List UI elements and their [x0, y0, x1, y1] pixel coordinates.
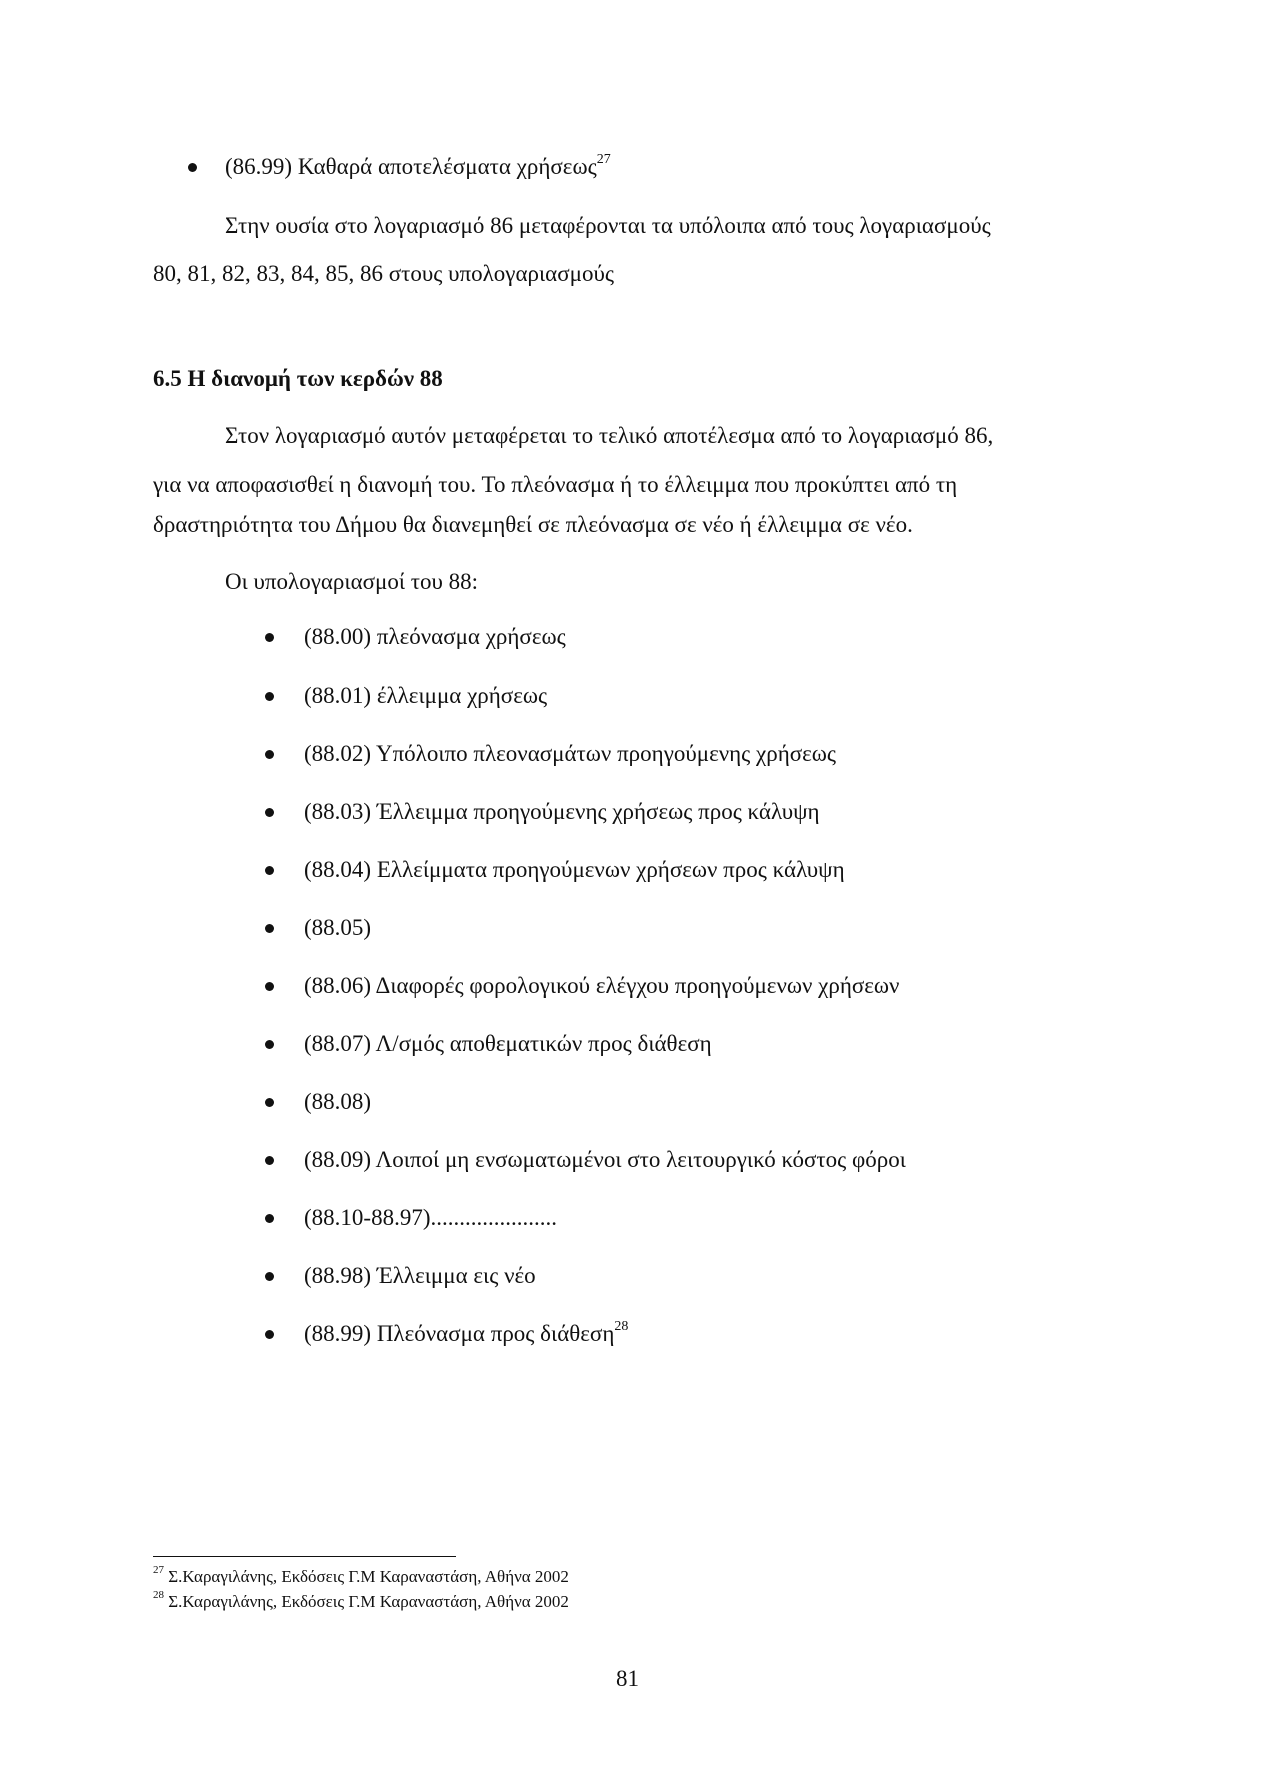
footnote	[153, 1566, 569, 1588]
footnote-ref-28: 28	[614, 1319, 629, 1335]
bullet	[265, 1040, 274, 1049]
intro-line-2: 80, 81, 82, 83, 84, 85, 86 στους υπολογαριασμούς	[153, 261, 614, 286]
top-item	[225, 152, 611, 182]
list-item: (88.98) Έλλειμμα εις νέο	[304, 1263, 536, 1288]
bullet	[265, 692, 274, 701]
page-number: 81	[616, 1666, 639, 1691]
bullet-86-99	[188, 163, 197, 172]
bullet	[265, 1330, 274, 1339]
bullet	[265, 1098, 274, 1107]
footnote-number: 27	[153, 1564, 164, 1577]
footnote	[153, 1591, 569, 1613]
bullet	[265, 633, 274, 642]
bullet	[265, 1156, 274, 1165]
list-item: (88.02) Υπόλοιπο πλεονασμάτων προηγούμενης χρήσεως	[304, 741, 837, 766]
bullet	[265, 982, 274, 991]
section-para-line-2: για να αποφασισθεί η διανομή του. Το πλεόνασμα ή το έλλειμμα που προκύπτει από τη	[153, 472, 958, 497]
bullet	[265, 924, 274, 933]
footnote-ref-27: 27	[596, 152, 611, 168]
list-item: (88.03) Έλλειμμα προηγούμενης χρήσεως προς κάλυψη	[304, 799, 820, 824]
list-item-text: (88.99) Πλεόνασμα προς διάθεση	[304, 1321, 615, 1346]
subaccounts-label: Οι υπολογαριασμοί του 88:	[225, 569, 479, 594]
section-para-line-3: δραστηριότητα του Δήμου θα διανεμηθεί σε πλεόνασμα σε νέο ή έλλειμμα σε νέο.	[153, 512, 913, 537]
section-heading: 6.5 Η διανομή των κερδών 88	[153, 366, 443, 391]
top-item-text: Καθαρά αποτελέσματα χρήσεως	[297, 154, 597, 179]
list-item: (88.01) έλλειμμα χρήσεως	[304, 683, 548, 708]
section-para-line-1: Στον λογαριασμό αυτόν μεταφέρεται το τελικό αποτέλεσμα από το λογαριασμό 86,	[225, 423, 994, 448]
list-item: (88.10-88.97)......................	[304, 1205, 557, 1230]
bullet	[265, 750, 274, 759]
list-item	[304, 1319, 628, 1349]
bullet	[265, 1272, 274, 1281]
list-item: (88.06) Διαφορές φορολογικού ελέγχου προηγούμενων χρήσεων	[304, 973, 900, 998]
footnote-text: Σ.Καραγιλάνης, Εκδόσεις Γ.Μ Καραναστάση, Αθήνα 2002	[168, 1567, 569, 1586]
list-item: (88.05)	[304, 915, 372, 940]
top-item-code: (86.99)	[225, 154, 293, 179]
list-item: (88.00) πλεόνασμα χρήσεως	[304, 624, 566, 649]
list-item: (88.07) Λ/σμός αποθεματικών προς διάθεση	[304, 1031, 712, 1056]
bullet	[265, 866, 274, 875]
footnote-number: 28	[153, 1589, 164, 1602]
intro-line-1: Στην ουσία στο λογαριασμό 86 μεταφέρονται τα υπόλοιπα από τους λογαριασμούς	[225, 213, 991, 238]
bullet	[265, 1214, 274, 1223]
bullet	[265, 808, 274, 817]
list-item: (88.08)	[304, 1089, 372, 1114]
list-item: (88.04) Ελλείμματα προηγούμενων χρήσεων προς κάλυψη	[304, 857, 845, 882]
footnote-text: Σ.Καραγιλάνης, Εκδόσεις Γ.Μ Καραναστάση, Αθήνα 2002	[168, 1592, 569, 1611]
footnote-divider	[153, 1556, 456, 1557]
list-item: (88.09) Λοιποί μη ενσωματωμένοι στο λειτουργικό κόστος φόροι	[304, 1147, 906, 1172]
